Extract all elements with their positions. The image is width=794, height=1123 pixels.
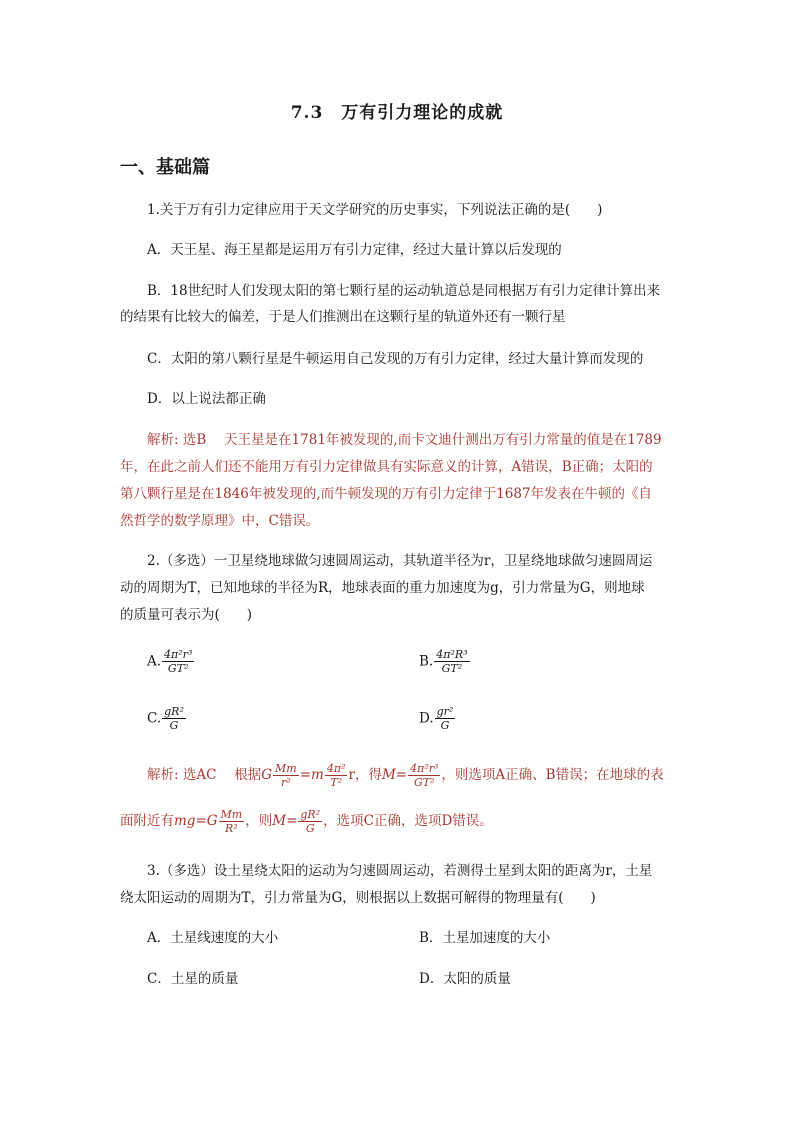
q2-answer-line1: 解析: 选AC 根据G $\frac{Mm}{\text{r²}}$ =m $\frac{\text{4π²}}{\text{T²}}$ r，得M= $\frac{\text{4π²r³}}{\text{GT²}}$ ，则选项A正确、B错误；在地球的表 xyxy=(147,762,664,789)
q3-option-d: D．太阳的质量 xyxy=(419,971,511,987)
formula-fraction: $\frac{Mm}{\text{R²}}$ xyxy=(220,808,243,835)
q2-option-d: D. $\frac{\text{gr²}}{G}$ xyxy=(419,705,454,732)
formula-fraction: $\frac{\text{gR²}}{G}$ xyxy=(300,808,321,835)
formula-fraction: $\frac{\text{4π²r³}}{\text{GT²}}$ xyxy=(410,762,439,789)
q1-option-d: D．以上说法都正确 xyxy=(147,391,266,407)
q1-option-c: C．太阳的第八颗行星是牛顿运用自己发现的万有引力定律，经过大量计算而发现的 xyxy=(147,351,644,367)
q2-answer-line2: 面附近有mg=G $\frac{Mm}{\text{R²}}$ ，则M= $\frac{\text{gR²}}{G}$ ，选项C正确，选项D错误。 xyxy=(120,808,493,835)
q1-stem: 1.关于万有引力定律应用于天文学研究的历史事实，下列说法正确的是( ) xyxy=(147,202,603,218)
formula-fraction: $\frac{\text{gR²}}{G}$ xyxy=(164,705,184,732)
formula-fraction: $\frac{\text{gr²}}{G}$ xyxy=(436,705,454,732)
formula-fraction: $\frac{Mm}{\text{r²}}$ xyxy=(275,762,297,789)
q2-stem-line3: 的质量可表示为( ) xyxy=(120,607,253,623)
q3-stem-line2: 绕太阳运动的周期为T，引力常量为G，则根据以上数据可解得的物理量有( ) xyxy=(120,890,596,906)
page-title: 7.3 万有引力理论的成就 xyxy=(290,103,504,123)
q3-stem-line1: 3.（多选）设土星绕太阳的运动为匀速圆周运动，若测得土星到太阳的距离为r，土星 xyxy=(147,863,653,879)
q1-option-b-line2: 的结果有比较大的偏差，于是人们推测出在这颗行星的轨道外还有一颗行星 xyxy=(120,309,566,325)
q2-option-a: A. $\frac{\text{4π²r³}}{\text{GT²}}$ xyxy=(147,648,193,675)
q1-answer-line3: 第八颗行星是在1846年被发现的,而牛顿发现的万有引力定律于1687年发表在牛顿的《自 xyxy=(120,486,653,502)
formula-fraction: $\frac{\text{4π²r³}}{\text{GT²}}$ xyxy=(164,648,193,675)
q1-answer-line2: 年，在此之前人们还不能用万有引力定律做具有实际意义的计算，A错误，B正确；太阳的 xyxy=(120,459,653,475)
formula-fraction: $\frac{\text{4π²}}{\text{T²}}$ xyxy=(326,762,346,789)
q1-option-b-line1: B．18世纪时人们发现太阳的第七颗行星的运动轨道总是同根据万有引力定律计算出来 xyxy=(147,283,661,299)
q2-option-c: C. $\frac{\text{gR²}}{G}$ xyxy=(147,705,184,732)
q1-answer-line4: 然哲学的数学原理》中，C错误。 xyxy=(120,513,320,529)
q1-answer-line1: 解析: 选B 天王星是在1781年被发现的,而卡文迪什测出万有引力常量的值是在1789 xyxy=(147,432,662,448)
q2-stem-line2: 动的周期为T，已知地球的半径为R，地球表面的重力加速度为g，引力常量为G，则地球 xyxy=(120,580,645,596)
q3-option-a: A．土星线速度的大小 xyxy=(147,930,279,946)
q3-option-b: B．土星加速度的大小 xyxy=(419,930,551,946)
formula-fraction: $\frac{\text{4π²R³}}{\text{GT²}}$ xyxy=(436,648,468,675)
q3-option-c: C．土星的质量 xyxy=(147,971,239,987)
q2-stem-line1: 2.（多选）一卫星绕地球做匀速圆周运动，其轨道半径为r，卫星绕地球做匀速圆周运 xyxy=(147,553,653,569)
section-heading: 一、基础篇 xyxy=(120,157,210,178)
q2-option-b: B. $\frac{\text{4π²R³}}{\text{GT²}}$ xyxy=(419,648,468,675)
q1-option-a: A．天王星、海王星都是运用万有引力定律，经过大量计算以后发现的 xyxy=(147,242,562,258)
